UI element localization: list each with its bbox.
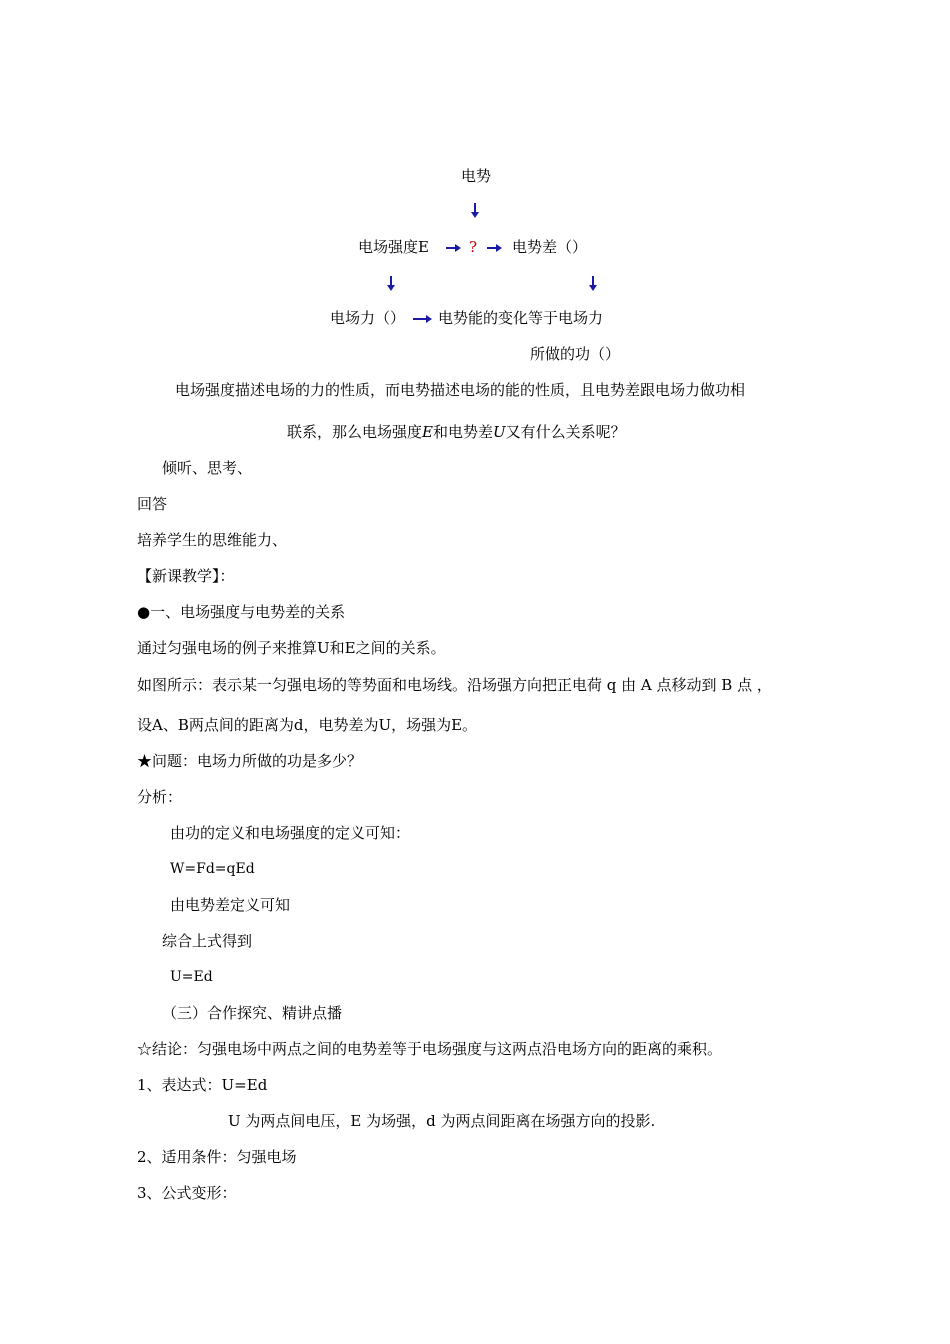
note-answer: 回答 bbox=[137, 495, 168, 513]
subsection-title: （三）合作探究、精讲点播 bbox=[162, 1004, 343, 1022]
node-energy-change-cont: 所做的功（） bbox=[530, 345, 621, 363]
paragraph: 设A、B两点间的距离为d，电势差为U，场强为E。 bbox=[137, 716, 478, 734]
note-listen: 倾听、思考、 bbox=[162, 459, 253, 477]
question: ★问题：电场力所做的功是多少？ bbox=[137, 752, 363, 770]
arrow-right-icon bbox=[413, 318, 427, 320]
conclusion: ☆结论：匀强电场中两点之间的电势差等于电场强度与这两点沿电场方向的距离的乘积。 bbox=[137, 1040, 723, 1058]
intro-line-2: 联系，那么电场强度E和电势差U又有什么关系呢？ bbox=[287, 423, 626, 441]
formula: U=Ed bbox=[170, 969, 213, 985]
paragraph: 通过匀强电场的例子来推算U和E之间的关系。 bbox=[137, 639, 446, 657]
node-field-strength: 电场强度E bbox=[358, 238, 429, 256]
list-item-description: U 为两点间电压，E 为场强，d 为两点间距离在场强方向的投影. bbox=[228, 1112, 656, 1130]
analysis-line: 由电势差定义可知 bbox=[170, 896, 291, 914]
heading-new-lesson: 【新课教学】： bbox=[137, 567, 235, 585]
node-question-mark: ? bbox=[469, 238, 478, 256]
node-electric-force: 电场力（） bbox=[330, 309, 406, 327]
paragraph: 如图所示：表示某一匀强电场的等势面和电场线。沿场强方向把正电荷 q 由 A 点移动到 B 点 ， bbox=[137, 676, 772, 694]
note-train: 培养学生的思维能力、 bbox=[137, 531, 288, 549]
node-potential-difference: 电势差（） bbox=[512, 238, 588, 256]
arrow-down-icon bbox=[592, 276, 594, 286]
arrow-right-icon bbox=[446, 247, 456, 249]
node-potential: 电势 bbox=[460, 167, 492, 185]
arrow-down-icon bbox=[474, 203, 476, 213]
list-item: 2、适用条件：匀强电场 bbox=[137, 1148, 297, 1166]
analysis-line: 综合上式得到 bbox=[162, 932, 253, 950]
section-title: ●一、电场强度与电势差的关系 bbox=[137, 603, 346, 621]
list-item: 3、公式变形： bbox=[137, 1184, 237, 1202]
formula: W=Fd=qEd bbox=[170, 861, 255, 877]
arrow-down-icon bbox=[390, 276, 392, 286]
intro-line-1: 电场强度描述电场的力的性质，而电势描述电场的能的性质，且电势差跟电场力做功相 bbox=[175, 381, 746, 399]
analysis-line: 由功的定义和电场强度的定义可知： bbox=[170, 824, 411, 842]
analysis-label: 分析： bbox=[137, 788, 183, 806]
arrow-right-icon bbox=[487, 247, 497, 249]
node-energy-change: 电势能的变化等于电场力 bbox=[438, 309, 604, 327]
list-item: 1、表达式：U=Ed bbox=[137, 1076, 268, 1094]
